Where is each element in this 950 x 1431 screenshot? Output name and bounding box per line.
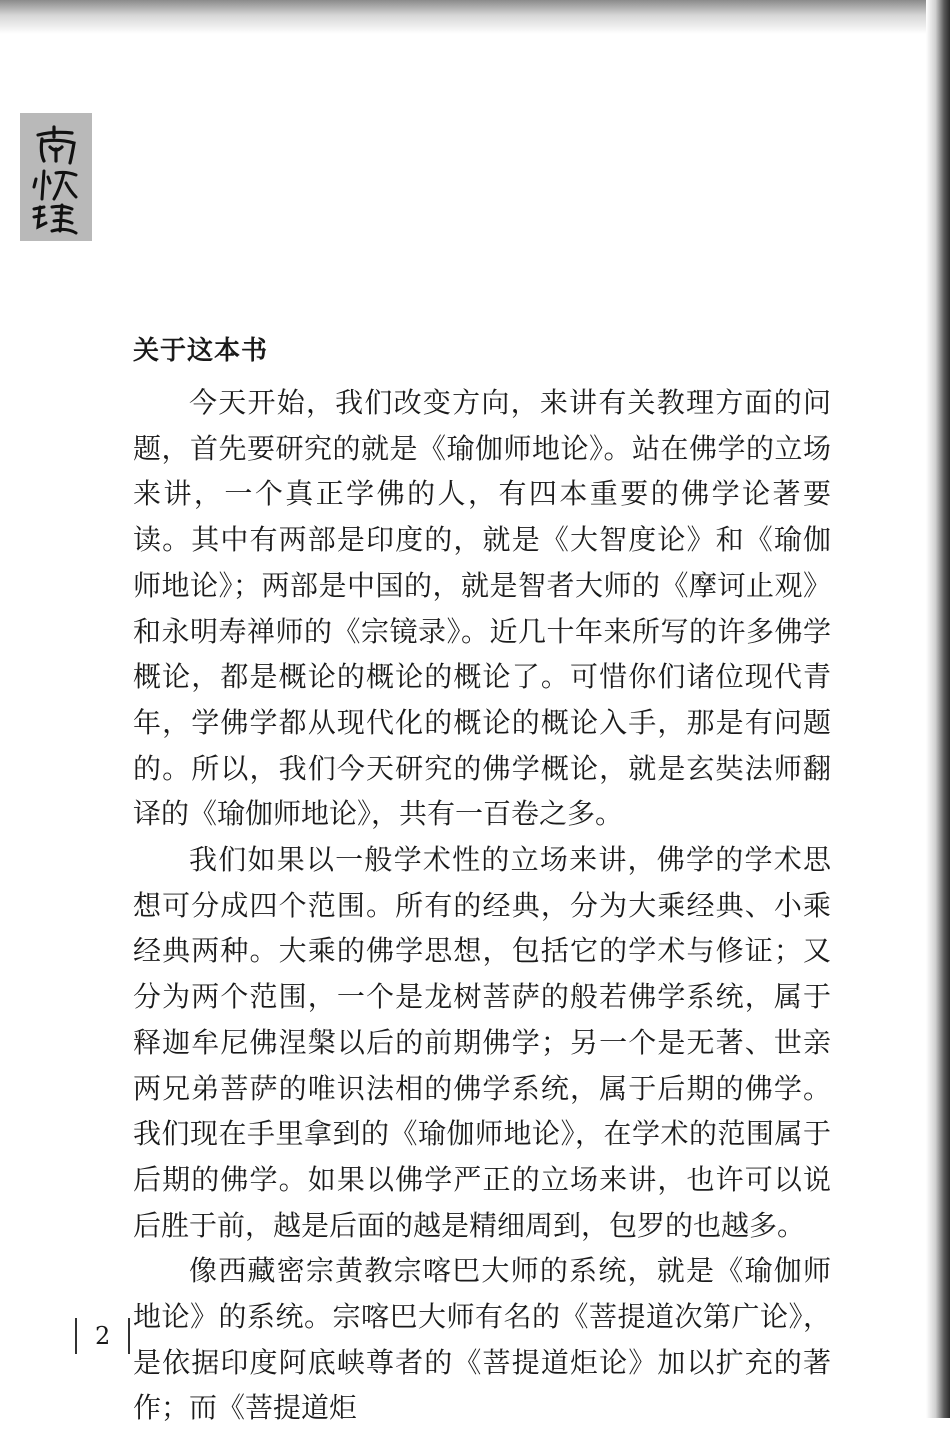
body-text — [133, 380, 831, 1431]
paragraph: 像西藏密宗黄教宗喀巴大师的系统，就是《瑜伽师地论》的系统。宗喀巴大师有名的《菩提道次第广论》，是依据印度阿底峡尊者的《菩提道炬论》加以扩充的著作；而《菩提道炬 — [133, 1254, 831, 1425]
section-title: 关于这本书 — [133, 336, 269, 366]
paragraph: 今天开始，我们改变方向，来讲有关教理方面的问题，首先要研究的就是《瑜伽师地论》。站在佛学的立场来讲，一个真正学佛的人，有四本重要的佛学论著要读。其中有两部是印度的，就是《大智度论》和《瑜伽师地论》；两部是中国的，就是智者大师的《摩诃止观》和永明寿禅师的《宗镜录》。近几十年来所写的许多佛学概论，都是概论的概论的概论了。可惜你们诸位现代青年，学佛学都从现代化的概论的概论入手，那是有问题的。所以，我们今天研究的佛学概论，就是玄奘法师翻译的《瑜伽师地论》，共有一百卷之多。 — [133, 386, 831, 831]
page-top-shadow — [0, 0, 950, 34]
paragraph: 我们如果以一般学术性的立场来讲，佛学的学术思想可分成四个范围。所有的经典，分为大乘经典、小乘经典两种。大乘的佛学思想，包括它的学术与修证；又分为两个范围，一个是龙树菩萨的般若佛学系统，属于释迦牟尼佛涅槃以后的前期佛学；另一个是无著、世亲两兄弟菩萨的唯识法相的佛学系统，属于后期的佛学。我们现在手里拿到的《瑜伽师地论》，在学术的范围属于后期的佛学。如果以佛学严正的立场来讲，也许可以说后胜于前，越是后面的越是精细周到，包罗的也越多。 — [133, 843, 831, 1242]
page-number: 2 — [95, 1322, 111, 1350]
folio-rule-right — [128, 1318, 130, 1354]
signature-calligraphy — [20, 113, 92, 241]
author-signature-seal — [20, 113, 92, 241]
book-spine-edge — [926, 0, 950, 1418]
page-footer — [75, 1316, 130, 1356]
